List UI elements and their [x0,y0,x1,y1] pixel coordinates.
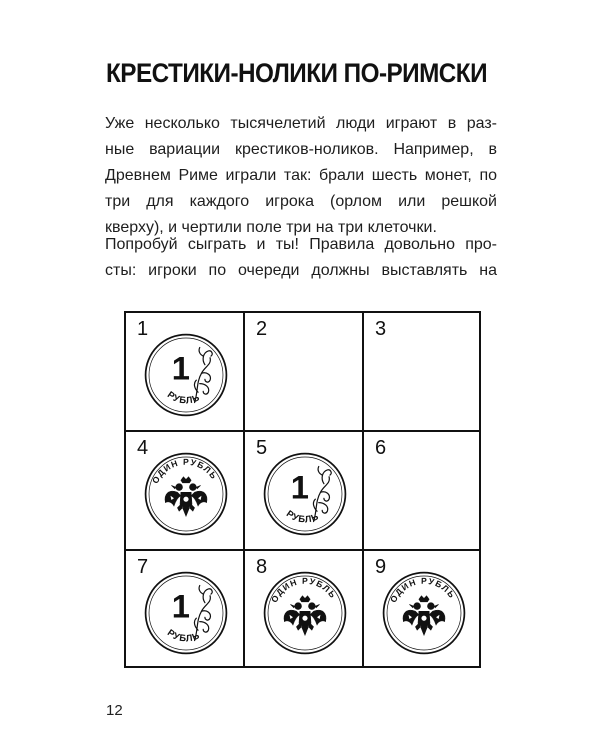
board-cell-2[interactable] [245,313,363,431]
cell-number: 6 [375,437,387,459]
text-line: Древнем Риме играли так: брали шесть монет, по [105,167,497,184]
cell-number: 8 [256,556,268,578]
text-line: кверху), и чертили поле три на три клеточки. [105,219,437,236]
coin-heads-icon [381,570,467,656]
board-cell-8[interactable] [245,551,363,669]
cell-number: 4 [137,437,149,459]
board-cell-9[interactable] [364,551,482,669]
text-line: Уже несколько тысячелетий люди играют в раз- [105,115,497,132]
board-cell-5[interactable] [245,432,363,550]
coin-heads-icon [143,451,229,537]
cell-number: 7 [137,556,149,578]
rules-paragraph [105,232,497,284]
coin-unit: РУБЛЬ [283,508,322,526]
coin-legend: ОДИН РУБЛЬ [387,575,458,605]
cell-number: 2 [256,318,268,340]
coin-heads-icon [262,570,348,656]
board-cell-1[interactable] [126,313,244,431]
text-line: сты: игроки по очереди должны выставлять на [105,262,497,279]
tic-tac-toe-board [124,311,481,668]
cell-number: 3 [375,318,387,340]
coin-legend: ОДИН РУБЛЬ [149,456,220,486]
coin-denomination: 1 [290,468,309,506]
page-title: КРЕСТИКИ-НОЛИКИ ПО-РИМСКИ [106,58,488,88]
coin-denomination: 1 [171,587,190,625]
coin-unit: РУБЛЬ [164,389,203,407]
page-number: 12 [106,702,123,719]
cell-number: 9 [375,556,387,578]
coin-tails-icon [262,451,348,537]
board-cell-3[interactable] [364,313,482,431]
cell-number: 1 [137,318,149,340]
text-line: ные вариации крестиков-ноликов. Например, в [105,141,497,158]
coin-denomination: 1 [171,349,190,387]
coin-legend: ОДИН РУБЛЬ [268,575,339,605]
board-cell-4[interactable] [126,432,244,550]
board-cell-6[interactable] [364,432,482,550]
coin-tails-icon [143,332,229,418]
coin-unit: РУБЛЬ [164,627,203,645]
coin-tails-icon [143,570,229,656]
intro-paragraph [105,111,497,241]
text-line: Попробуй сыграть и ты! Правила довольно про- [105,236,497,253]
text-line: три для каждого игрока (орлом или решкой [105,193,497,210]
cell-number: 5 [256,437,268,459]
board-cell-7[interactable] [126,551,244,669]
